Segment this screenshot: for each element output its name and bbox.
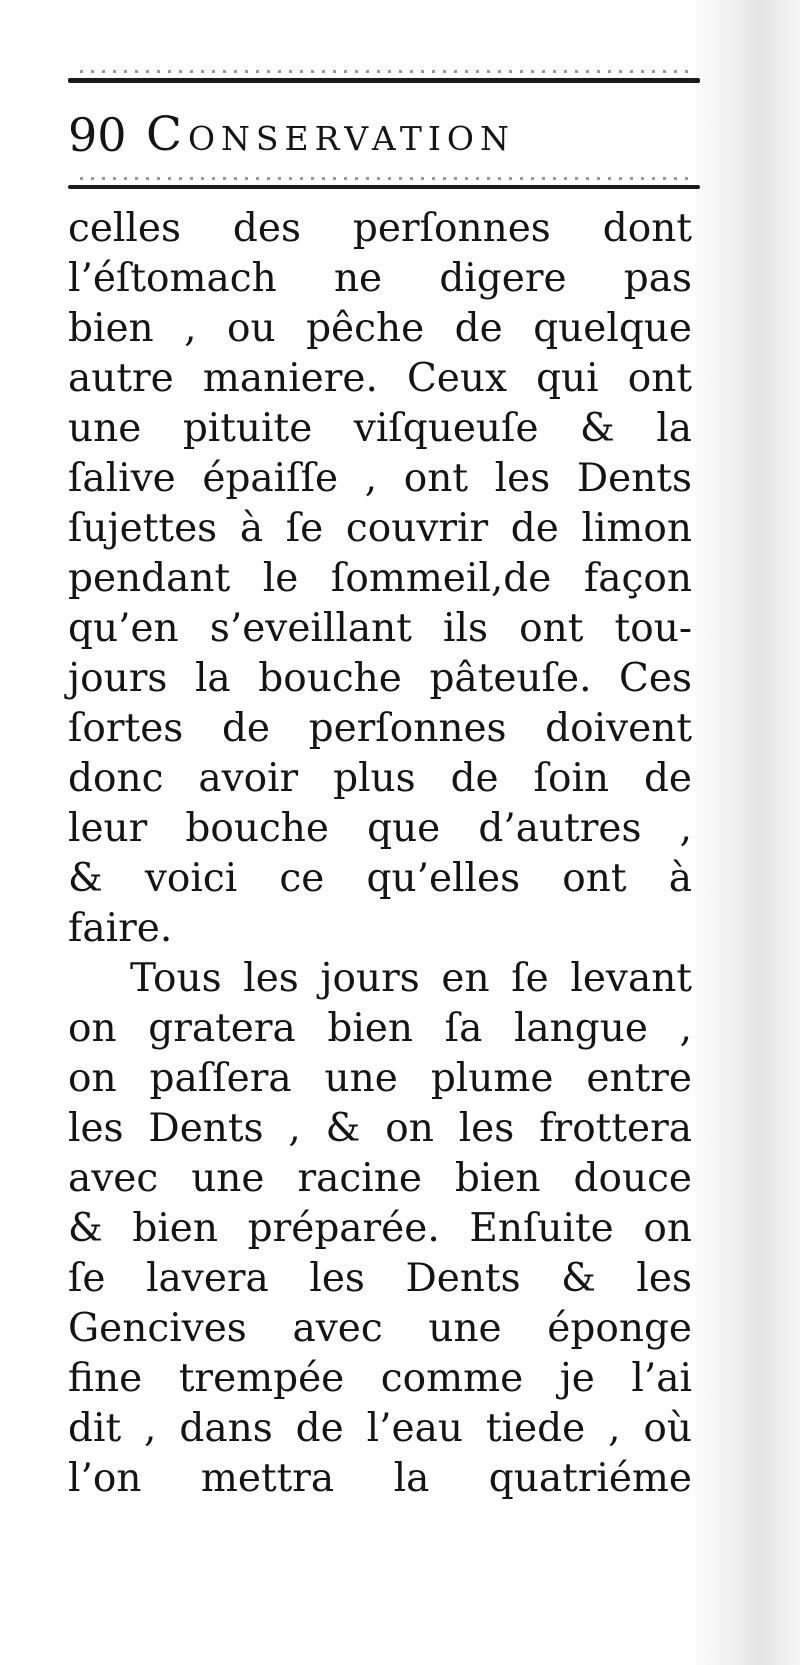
text-line: jours la bouche pâteuſe. Ces [68, 656, 692, 701]
text-line: l’on mettra la quatriéme [68, 1456, 692, 1501]
text-line: faire. [68, 906, 173, 951]
text-line: bien , ou pêche de quelque [68, 306, 692, 351]
text-line: une pituite viſqueuſe & la [68, 406, 692, 451]
text-line: & bien préparée. Enſuite on [68, 1206, 692, 1251]
header-ornament-top [80, 70, 690, 73]
text-line: ſalive épaiſſe , ont les Dents [68, 456, 692, 501]
text-line: on gratera bien ſa langue , [68, 1006, 692, 1051]
header-rule-top [68, 78, 700, 83]
text-line: avec une racine bien douce [68, 1156, 692, 1201]
text-line: celles des perſonnes dont [68, 206, 692, 251]
text-line: ſe lavera les Dents & les [68, 1256, 692, 1301]
text-line: ſujettes à ſe couvrir de limon [68, 506, 692, 551]
text-line: donc avoir plus de ſoin de [68, 756, 692, 801]
text-line: pendant le ſommeil,de façon [68, 556, 692, 601]
text-line: fine trempée comme je l’ai [68, 1356, 692, 1401]
text-line: & voici ce qu’elles ont à [68, 856, 692, 901]
text-line: dit , dans de l’eau tiede , où [68, 1406, 692, 1451]
text-line: leur bouche que d’autres , [68, 806, 692, 851]
text-line: ſortes de perſonnes doivent [68, 706, 692, 751]
page-header [68, 104, 700, 166]
text-line: autre maniere. Ceux qui ont [68, 356, 692, 401]
text-line: Tous les jours en ſe levant [130, 956, 692, 1001]
page-number: 90 [68, 108, 127, 162]
running-title: Conservation [146, 107, 515, 162]
text-line: qu’en s’eveillant ils ont tou- [68, 606, 692, 651]
header-rule-bottom [68, 185, 700, 189]
body-text [68, 204, 692, 1504]
header-ornament-bottom [80, 177, 690, 180]
text-line: Gencives avec une éponge [68, 1306, 692, 1351]
text-line: l’éſtomach ne digere pas [68, 256, 692, 301]
text-line: les Dents , & on les frottera [68, 1106, 692, 1151]
text-line: on paſſera une plume entre [68, 1056, 692, 1101]
